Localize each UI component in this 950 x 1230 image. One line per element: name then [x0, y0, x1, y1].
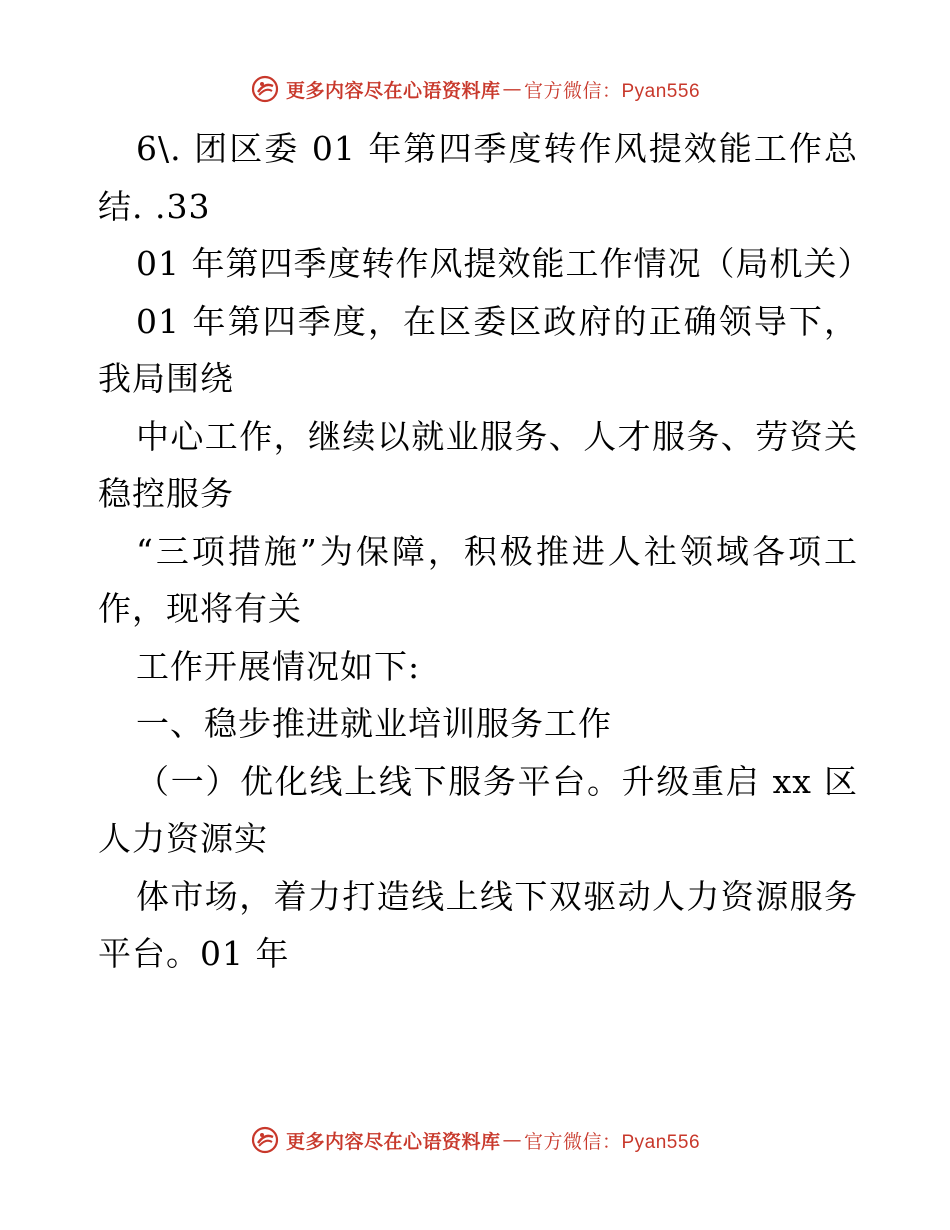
- watermark-title: 更多内容尽在心语资料库: [285, 1130, 501, 1153]
- footer-watermark: [0, 1123, 950, 1157]
- watermark-contact: 官方微信：Pyan556: [524, 1131, 701, 1153]
- paragraph-7: 一、稳步推进就业培训服务工作: [136, 704, 612, 743]
- watermark-title: 更多内容尽在心语资料库: [285, 79, 501, 102]
- document-body: [98, 120, 872, 983]
- paragraph-1: 6\. 团区委 01 年第四季度转作风提效能工作总结. .33: [98, 129, 858, 226]
- watermark-dash: —: [502, 78, 522, 100]
- book-logo-icon: [250, 74, 280, 104]
- book-logo-icon: [250, 1125, 280, 1155]
- paragraph-2: 01 年第四季度转作风提效能工作情况（局机关）: [136, 244, 872, 283]
- paragraph-8: （一）优化线上线下服务平台。升级重启 xx 区人力资源实: [98, 761, 858, 858]
- watermark-contact: 官方微信：Pyan556: [524, 80, 701, 102]
- paragraph-3: 01 年第四季度，在区委区政府的正确领导下，我局围绕: [98, 301, 858, 398]
- paragraph-9: 体市场，着力打造线上线下双驱动人力资源服务平台。01 年: [98, 876, 858, 973]
- paragraph-5: “三项措施”为保障，积极推进人社领域各项工作，现将有关: [98, 531, 858, 628]
- header-watermark: [0, 72, 950, 106]
- watermark-dash: —: [502, 1129, 522, 1151]
- paragraph-6: 工作开展情况如下:: [136, 646, 421, 686]
- paragraph-4: 中心工作，继续以就业服务、人才服务、劳资关稳控服务: [98, 416, 858, 513]
